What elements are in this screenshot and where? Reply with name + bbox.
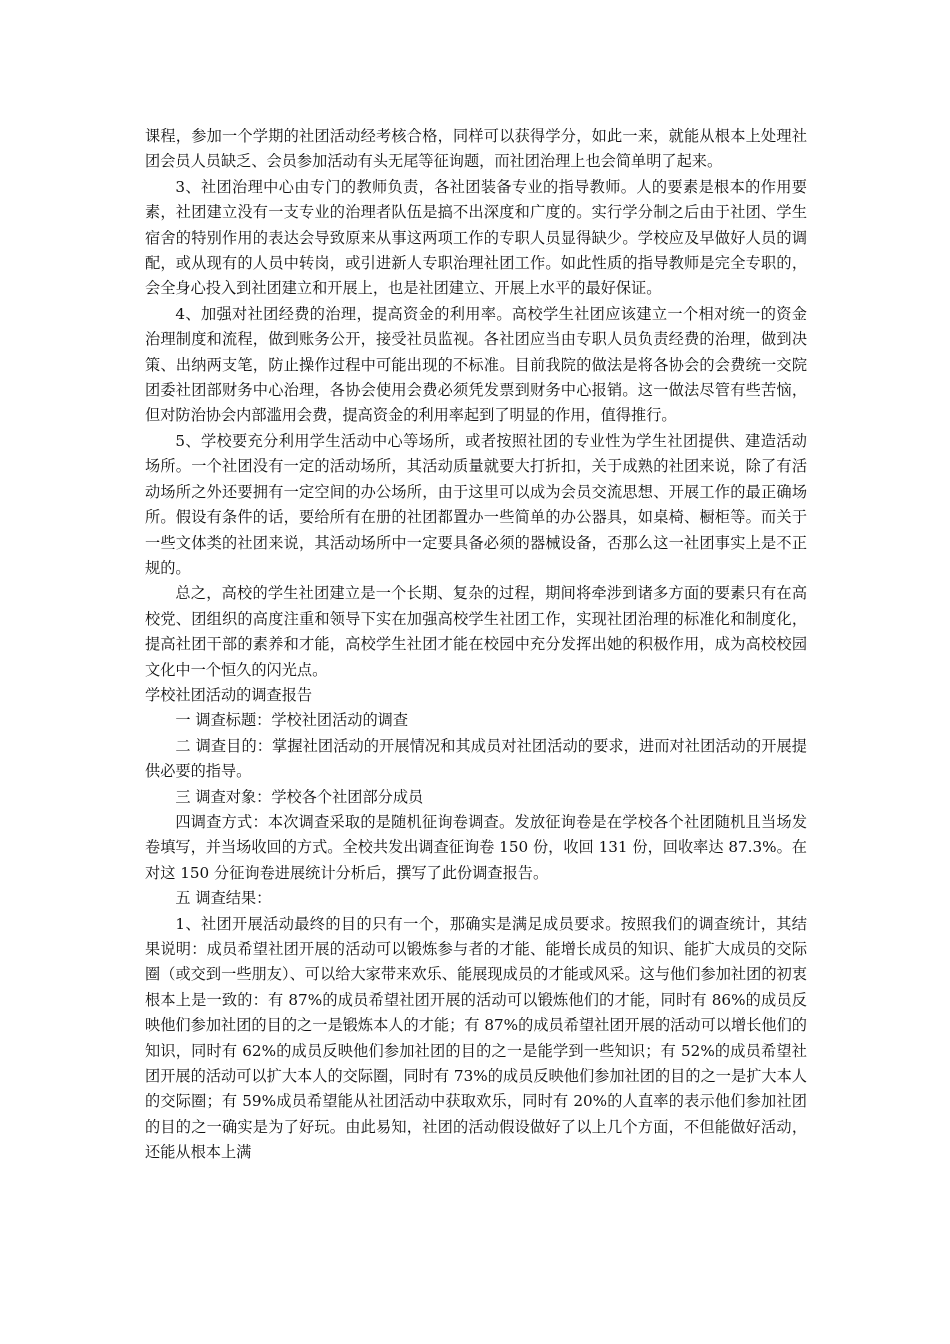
survey-subjects: 三 调查对象：学校各个社团部分成员	[175, 787, 424, 806]
document-page	[145, 124, 807, 1166]
report-title: 学校社团活动的调查报告	[145, 685, 313, 704]
paragraph-point-4: 4、加强对社团经费的治理，提高资金的利用率。高校学生社团应该建立一个相对统一的资金治理制度和流程，做到账务公开，接受社员监视。各社团应当由专职人员负责经费的治理，做到决策、出纳两支笔，防止操作过程中可能出现的不标准。目前我院的做法是将各协会的会费统一交院团委社团部财务中心治理，各协会使用会费必须凭发票到财务中心报销。这一做法尽管有些苦恼，但对防治协会内部滥用会费，提高资金的利用率起到了明显的作用，值得推行。	[145, 304, 807, 425]
survey-purpose: 二 调查目的：掌握社团活动的开展情况和其成员对社团活动的要求，进而对社团活动的开展提供必要的指导。	[145, 736, 807, 781]
survey-result-1: 1、社团开展活动最终的目的只有一个，那确实是满足成员要求。按照我们的调查统计，其结果说明：成员希望社团开展的活动可以锻炼参与者的才能、能增长成员的知识、能扩大成员的交际圈（或交到一些朋友）、可以给大家带来欢乐、能展现成员的才能或风采。这与他们参加社团的初衷根本上是一致的：有 87%的成员希望社团开展的活动可以锻炼他们的才能，同时有 86%的成员反映他们参加社团的目的之一是锻炼本人的才能；有 87%的成员希望社团开展的活动可以增长他们的知识，同时有 62%的成员反映他们参加社团的目的之一是能学到一些知识；有 52%的成员希望社团开展的活动可以扩大本人的交际圈，同时有 73%的成员反映他们参加社团的目的之一是扩大本人的交际圈；有 59%成员希望能从社团活动中获取欢乐，同时有 20%的人直率的表示他们参加社团的目的之一确实是为了好玩。由此易知，社团的活动假设做好了以上几个方面，不但能做好活动，还能从根本上满	[145, 914, 807, 1162]
paragraph-point-3: 3、社团治理中心由专门的教师负责，各社团装备专业的指导教师。人的要素是根本的作用要素，社团建立没有一支专业的治理者队伍是搞不出深度和广度的。实行学分制之后由于社团、学生宿舍的特别作用的表达会导致原来从事这两项工作的专职人员显得缺少。学校应及早做好人员的调配，或从现有的人员中转岗，或引进新人专职治理社团工作。如此性质的指导教师是完全专职的，会全身心投入到社团建立和开展上，也是社团建立、开展上水平的最好保证。	[145, 177, 807, 298]
survey-results-heading: 五 调查结果：	[175, 889, 272, 908]
paragraph-conclusion: 总之，高校的学生社团建立是一个长期、复杂的过程，期间将牵涉到诸多方面的要素只有在高校党、团组织的高度注重和领导下实在加强高校学生社团工作，实现社团治理的标准化和制度化，提高社团干部的素养和才能，高校学生社团才能在校园中充分发挥出她的积极作用，成为高校校园文化中一个恒久的闪光点。	[145, 584, 807, 679]
survey-method: 四调查方式：本次调查采取的是随机征询卷调查。发放征询卷是在学校各个社团随机且当场发卷填写，并当场收回的方式。全校共发出调查征询卷 150 份，收回 131 份，回收率达 87.3%。在对这 150 分征询卷进展统计分析后，撰写了此份调查报告。	[145, 812, 807, 882]
paragraph-continuation: 课程，参加一个学期的社团活动经考核合格，同样可以获得学分，如此一来，就能从根本上处理社团会员人员缺乏、会员参加活动有头无尾等征询题，而社团治理上也会简单明了起来。	[145, 127, 807, 171]
survey-topic: 一 调查标题：学校社团活动的调查	[175, 711, 409, 730]
paragraph-point-5: 5、学校要充分利用学生活动中心等场所，或者按照社团的专业性为学生社团提供、建造活动场所。一个社团没有一定的活动场所，其活动质量就要大打折扣，关于成熟的社团来说，除了有活动场所之外还要拥有一定空间的办公场所，由于这里可以成为会员交流思想、开展工作的最正确场所。假设有条件的话，要给所有在册的社团都置办一些简单的办公器具，如桌椅、橱柜等。而关于一些文体类的社团来说，其活动场所中一定要具备必须的器械设备，否那么这一社团事实上是不正规的。	[145, 431, 807, 577]
